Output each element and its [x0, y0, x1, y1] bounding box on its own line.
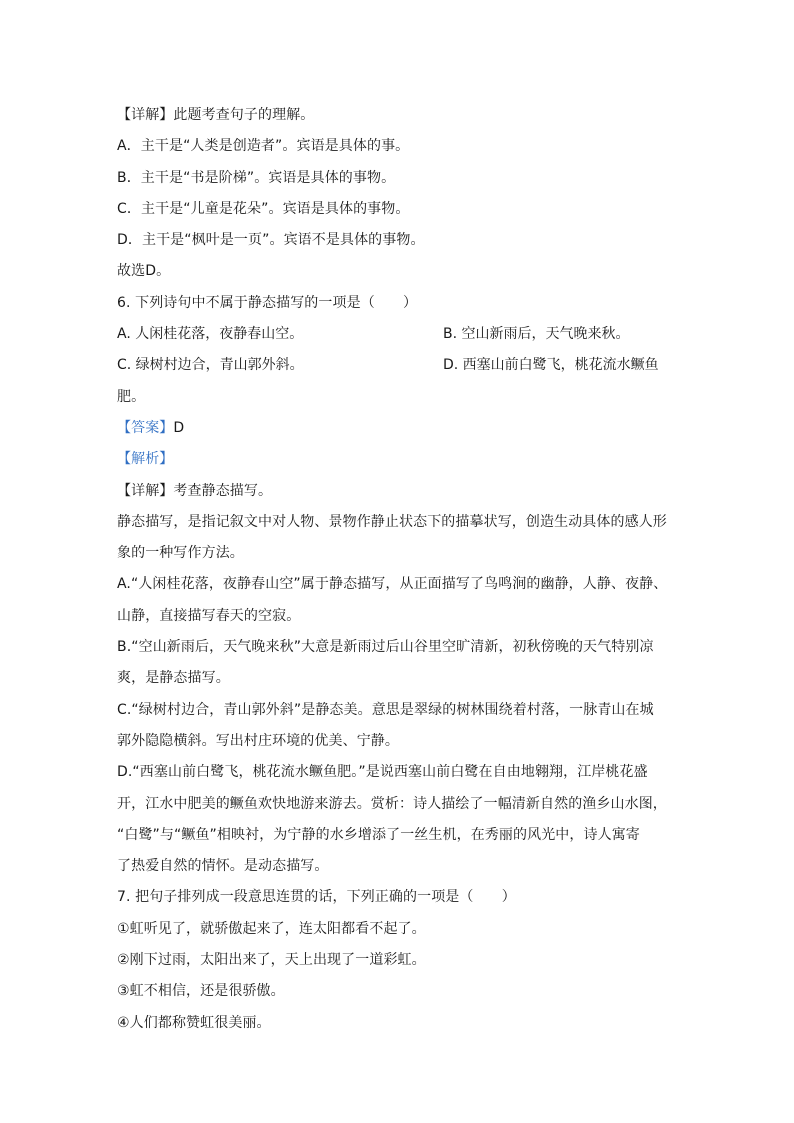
q6-option-b: B. 空山新雨后，天气晚来秋。 [443, 326, 630, 343]
q7-sentence-1: ①虹听见了，就骄傲起来了，连太阳都看不起了。 [117, 920, 426, 937]
q7-stem: 7. 把句子排列成一段意思连贯的话，下列正确的一项是（ ） [117, 889, 516, 906]
q6-analysis-d-2: 开，江水中肥美的鳜鱼欢快地游来游去。赏析：诗人描绘了一幅清新自然的渔乡山水图， [117, 795, 667, 812]
q6-analysis-c-1: C.“绿树村边合，青山郭外斜”是静态美。意思是翠绿的树林围绕着村落，一脉青山在城 [117, 701, 654, 718]
q5-explain-b: B．主干是“书是阶梯”。宾语是具体的事物。 [117, 169, 396, 186]
q6-option-d: D. 西塞山前白鹭飞，桃花流水鳜鱼 [443, 357, 659, 374]
q6-stem: 6. 下列诗句中不属于静态描写的一项是（ ） [117, 294, 418, 311]
q6-analysis-b-1: B.“空山新雨后，天气晚来秋”大意是新雨过后山谷里空旷清新，初秋傍晚的天气特别凉 [117, 639, 654, 656]
q6-option-a: A. 人闲桂花落，夜静春山空。 [117, 326, 304, 343]
q6-option-c: C. 绿树村边合，青山郭外斜。 [117, 357, 304, 374]
q6-analysis-b-2: 爽，是静态描写。 [117, 670, 230, 687]
q5-conclusion: 故选D。 [117, 263, 171, 280]
q6-definition-1: 静态描写，是指记叙文中对人物、景物作静止状态下的描摹状写，创造生动具体的感人形 [117, 513, 667, 530]
q7-sentence-4: ④人们都称赞虹很美丽。 [117, 1014, 271, 1031]
document-page [117, 100, 683, 1039]
q6-analysis-d-3: “白鹭”与“鳜鱼”相映衬，为宁静的水乡增添了一丝生机，在秀丽的风光中，诗人寓寄 [117, 826, 640, 843]
q6-analysis-a-1: A.“人闲桂花落，夜静春山空”属于静态描写，从正面描写了鸟鸣涧的幽静，人静、夜静、 [117, 576, 668, 593]
answer-value: D [173, 419, 185, 436]
q6-analysis-a-2: 山静，直接描写春天的空寂。 [117, 607, 301, 624]
q5-explain-a: A．主干是“人类是创造者”。宾语是具体的事。 [117, 138, 410, 155]
q5-explain-c: C．主干是“儿童是花朵”。宾语是具体的事物。 [117, 200, 410, 217]
analysis-tag: 【解析】 [117, 451, 174, 468]
q5-detail: 【详解】此题考查句子的理解。 [117, 107, 315, 123]
answer-tag: 【答案】 [117, 419, 174, 436]
q6-analysis-d-4: 了热爱自然的情怀。是动态描写。 [117, 858, 329, 875]
q7-sentence-3: ③虹不相信，还是很骄傲。 [117, 983, 285, 1000]
q6-options-row-2 [117, 350, 683, 381]
q6-detail: 【详解】考查静态描写。 [117, 482, 273, 499]
q7-sentence-2: ②刚下过雨，太阳出来了，天上出现了一道彩虹。 [117, 952, 426, 969]
q5-explain-d: D．主干是“枫叶是一页”。宾语不是具体的事物。 [117, 232, 425, 249]
q6-option-d-continued: 肥。 [117, 388, 146, 405]
q6-analysis-c-2: 郭外隐隐横斜。写出村庄环境的优美、宁静。 [117, 732, 399, 749]
q6-options-row-1 [117, 319, 683, 350]
q6-definition-2: 象的一种写作方法。 [117, 545, 244, 562]
q6-analysis-d-1: D.“西塞山前白鹭飞，桃花流水鳜鱼肥。”是说西塞山前白鹭在自由地翱翔，江岸桃花盛 [117, 764, 648, 781]
q6-answer [117, 413, 683, 444]
